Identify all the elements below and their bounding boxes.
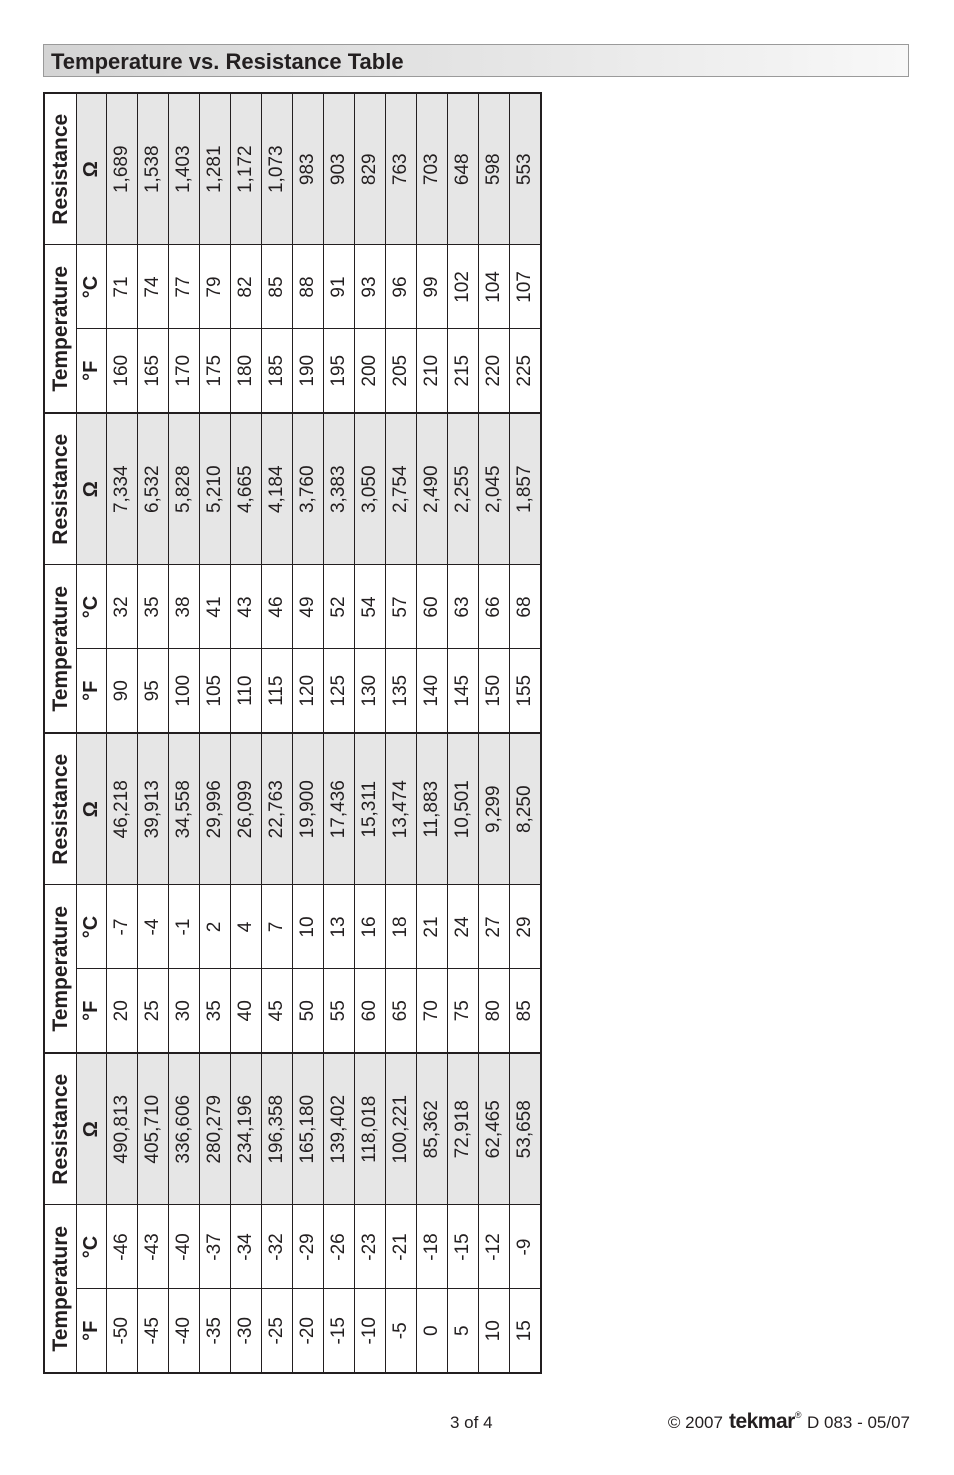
cell-fahrenheit: 5 [448,1289,479,1373]
cell-resistance: 7,334 [107,413,138,565]
cell-fahrenheit: 70 [417,969,448,1053]
unit-header-fahrenheit: °F [77,649,107,733]
cell-resistance: 72,918 [448,1053,479,1205]
cell-celsius: -4 [138,885,169,969]
cell-celsius: 18 [386,885,417,969]
cell-fahrenheit: 45 [262,969,293,1053]
cell-resistance: 903 [324,93,355,245]
cell-celsius: 43 [231,565,262,649]
cell-celsius: -43 [138,1205,169,1289]
cell-celsius: 4 [231,885,262,969]
cell-resistance: 10,501 [448,733,479,885]
cell-fahrenheit: 215 [448,329,479,413]
cell-celsius: 85 [262,245,293,329]
cell-celsius: 41 [200,565,231,649]
cell-celsius: 24 [448,885,479,969]
cell-resistance: 4,184 [262,413,293,565]
cell-celsius: 57 [386,565,417,649]
unit-header-ohm: Ω [77,413,107,565]
group-header-temperature: Temperature [44,565,77,733]
group-header-resistance: Resistance [44,733,77,885]
cell-resistance: 29,996 [200,733,231,885]
cell-resistance: 19,900 [293,733,324,885]
cell-celsius: -7 [107,885,138,969]
cell-celsius: -32 [262,1205,293,1289]
cell-fahrenheit: 150 [479,649,510,733]
unit-header-fahrenheit: °F [77,1289,107,1373]
cell-celsius: -29 [293,1205,324,1289]
table-row [417,93,448,1373]
cell-fahrenheit: 65 [386,969,417,1053]
cell-fahrenheit: -30 [231,1289,262,1373]
table-row [355,93,386,1373]
cell-fahrenheit: 75 [448,969,479,1053]
cell-celsius: 77 [169,245,200,329]
cell-resistance: 39,913 [138,733,169,885]
cell-resistance: 2,490 [417,413,448,565]
cell-resistance: 26,099 [231,733,262,885]
cell-celsius: -23 [355,1205,386,1289]
cell-fahrenheit: 165 [138,329,169,413]
table-row [293,93,324,1373]
brand-name: tekmar [728,1410,795,1433]
unit-header-row [77,93,107,1373]
cell-fahrenheit: 100 [169,649,200,733]
cell-celsius: 71 [107,245,138,329]
cell-fahrenheit: 90 [107,649,138,733]
cell-fahrenheit: -25 [262,1289,293,1373]
table-row [138,93,169,1373]
group-header-temperature: Temperature [44,1205,77,1373]
cell-resistance: 2,045 [479,413,510,565]
cell-fahrenheit: 155 [510,649,542,733]
cell-fahrenheit: 190 [293,329,324,413]
cell-celsius: 93 [355,245,386,329]
cell-fahrenheit: 175 [200,329,231,413]
cell-fahrenheit: 25 [138,969,169,1053]
cell-celsius: 82 [231,245,262,329]
cell-resistance: 85,362 [417,1053,448,1205]
cell-celsius: 7 [262,885,293,969]
cell-fahrenheit: -20 [293,1289,324,1373]
cell-resistance: 196,358 [262,1053,293,1205]
table-row [169,93,200,1373]
cell-resistance: 2,255 [448,413,479,565]
cell-resistance: 1,538 [138,93,169,245]
cell-fahrenheit: 205 [386,329,417,413]
cell-resistance: 118,018 [355,1053,386,1205]
unit-header-fahrenheit: °F [77,969,107,1053]
footer-copyright [668,1410,910,1434]
table-row [231,93,262,1373]
cell-celsius: 88 [293,245,324,329]
cell-fahrenheit: 115 [262,649,293,733]
cell-fahrenheit: 80 [479,969,510,1053]
cell-resistance: 2,754 [386,413,417,565]
cell-fahrenheit: 15 [510,1289,542,1373]
cell-fahrenheit: 110 [231,649,262,733]
cell-fahrenheit: 0 [417,1289,448,1373]
cell-resistance: 6,532 [138,413,169,565]
cell-celsius: -40 [169,1205,200,1289]
cell-celsius: -26 [324,1205,355,1289]
cell-resistance: 5,210 [200,413,231,565]
cell-fahrenheit: 125 [324,649,355,733]
cell-resistance: 1,689 [107,93,138,245]
cell-celsius: -37 [200,1205,231,1289]
unit-header-celsius: °C [77,885,107,969]
cell-fahrenheit: 140 [417,649,448,733]
cell-fahrenheit: 95 [138,649,169,733]
group-header-temperature: Temperature [44,245,77,413]
cell-celsius: 54 [355,565,386,649]
cell-fahrenheit: 40 [231,969,262,1053]
table-row [200,93,231,1373]
cell-resistance: 13,474 [386,733,417,885]
cell-fahrenheit: 10 [479,1289,510,1373]
cell-celsius: 27 [479,885,510,969]
cell-resistance: 3,383 [324,413,355,565]
table-body [107,93,542,1373]
cell-fahrenheit: -40 [169,1289,200,1373]
cell-resistance: 703 [417,93,448,245]
cell-fahrenheit: -10 [355,1289,386,1373]
cell-celsius: 21 [417,885,448,969]
cell-fahrenheit: -5 [386,1289,417,1373]
cell-celsius: 96 [386,245,417,329]
group-header-resistance: Resistance [44,1053,77,1205]
cell-resistance: 34,558 [169,733,200,885]
cell-resistance: 100,221 [386,1053,417,1205]
cell-resistance: 983 [293,93,324,245]
page-number: 3 of 4 [450,1413,493,1432]
unit-header-ohm: Ω [77,1053,107,1205]
cell-fahrenheit: 20 [107,969,138,1053]
registered-mark: ® [794,1410,801,1420]
cell-celsius: 16 [355,885,386,969]
cell-celsius: 38 [169,565,200,649]
cell-resistance: 490,813 [107,1053,138,1205]
cell-fahrenheit: 220 [479,329,510,413]
cell-resistance: 234,196 [231,1053,262,1205]
cell-fahrenheit: -15 [324,1289,355,1373]
cell-fahrenheit: 55 [324,969,355,1053]
cell-fahrenheit: 225 [510,329,542,413]
cell-celsius: -9 [510,1205,542,1289]
cell-resistance: 15,311 [355,733,386,885]
cell-celsius: 35 [138,565,169,649]
unit-header-ohm: Ω [77,93,107,245]
cell-celsius: 32 [107,565,138,649]
cell-fahrenheit: 85 [510,969,542,1053]
cell-celsius: -12 [479,1205,510,1289]
cell-resistance: 648 [448,93,479,245]
cell-resistance: 3,760 [293,413,324,565]
cell-celsius: 79 [200,245,231,329]
cell-fahrenheit: 135 [386,649,417,733]
copyright-text: © 2007 [667,1413,723,1432]
group-header-temperature: Temperature [44,885,77,1053]
cell-resistance: 3,050 [355,413,386,565]
unit-header-fahrenheit: °F [77,329,107,413]
cell-fahrenheit: 180 [231,329,262,413]
cell-fahrenheit: 170 [169,329,200,413]
cell-celsius: -21 [386,1205,417,1289]
cell-fahrenheit: 200 [355,329,386,413]
cell-resistance: 1,073 [262,93,293,245]
cell-celsius: 49 [293,565,324,649]
cell-fahrenheit: 130 [355,649,386,733]
cell-celsius: 91 [324,245,355,329]
cell-resistance: 53,658 [510,1053,542,1205]
cell-fahrenheit: -50 [107,1289,138,1373]
table-row [479,93,510,1373]
cell-resistance: 11,883 [417,733,448,885]
cell-resistance: 405,710 [138,1053,169,1205]
cell-celsius: 99 [417,245,448,329]
table-row [386,93,417,1373]
cell-celsius: -18 [417,1205,448,1289]
cell-celsius: 60 [417,565,448,649]
cell-resistance: 5,828 [169,413,200,565]
cell-fahrenheit: 160 [107,329,138,413]
cell-resistance: 46,218 [107,733,138,885]
cell-celsius: 102 [448,245,479,329]
cell-celsius: 63 [448,565,479,649]
temperature-resistance-table [43,92,542,1374]
cell-resistance: 336,606 [169,1053,200,1205]
cell-celsius: 13 [324,885,355,969]
cell-resistance: 1,281 [200,93,231,245]
cell-resistance: 165,180 [293,1053,324,1205]
table-row [107,93,138,1373]
cell-celsius: 74 [138,245,169,329]
cell-resistance: 139,402 [324,1053,355,1205]
cell-resistance: 62,465 [479,1053,510,1205]
cell-celsius: 10 [293,885,324,969]
cell-resistance: 9,299 [479,733,510,885]
cell-celsius: -34 [231,1205,262,1289]
cell-celsius: 107 [510,245,542,329]
table-row [324,93,355,1373]
cell-resistance: 1,857 [510,413,542,565]
cell-fahrenheit: 145 [448,649,479,733]
cell-resistance: 829 [355,93,386,245]
table-row [510,93,542,1373]
group-header-row [44,93,77,1373]
table-row [448,93,479,1373]
cell-resistance: 1,403 [169,93,200,245]
cell-fahrenheit: 195 [324,329,355,413]
group-header-resistance: Resistance [44,93,77,245]
document-code: D 083 - 05/07 [806,1413,910,1432]
cell-resistance: 280,279 [200,1053,231,1205]
cell-celsius: 68 [510,565,542,649]
cell-resistance: 4,665 [231,413,262,565]
cell-resistance: 598 [479,93,510,245]
cell-celsius: -15 [448,1205,479,1289]
table-row [262,93,293,1373]
cell-celsius: -46 [107,1205,138,1289]
cell-fahrenheit: 35 [200,969,231,1053]
cell-fahrenheit: 120 [293,649,324,733]
cell-celsius: -1 [169,885,200,969]
cell-fahrenheit: 185 [262,329,293,413]
brand-logo [729,1410,801,1434]
cell-celsius: 104 [479,245,510,329]
cell-resistance: 763 [386,93,417,245]
unit-header-ohm: Ω [77,733,107,885]
cell-resistance: 17,436 [324,733,355,885]
cell-celsius: 2 [200,885,231,969]
cell-resistance: 22,763 [262,733,293,885]
cell-fahrenheit: -45 [138,1289,169,1373]
cell-fahrenheit: 50 [293,969,324,1053]
cell-celsius: 46 [262,565,293,649]
cell-fahrenheit: 30 [169,969,200,1053]
cell-celsius: 52 [324,565,355,649]
cell-resistance: 1,172 [231,93,262,245]
cell-fahrenheit: 60 [355,969,386,1053]
page-title: Temperature vs. Resistance Table [51,49,404,74]
cell-fahrenheit: 105 [200,649,231,733]
unit-header-celsius: °C [77,1205,107,1289]
section-title-bar [43,44,909,77]
cell-fahrenheit: -35 [200,1289,231,1373]
table-rotated-wrapper [43,92,541,1374]
unit-header-celsius: °C [77,245,107,329]
cell-resistance: 553 [510,93,542,245]
cell-celsius: 66 [479,565,510,649]
cell-fahrenheit: 210 [417,329,448,413]
group-header-resistance: Resistance [44,413,77,565]
unit-header-celsius: °C [77,565,107,649]
cell-resistance: 8,250 [510,733,542,885]
cell-celsius: 29 [510,885,542,969]
